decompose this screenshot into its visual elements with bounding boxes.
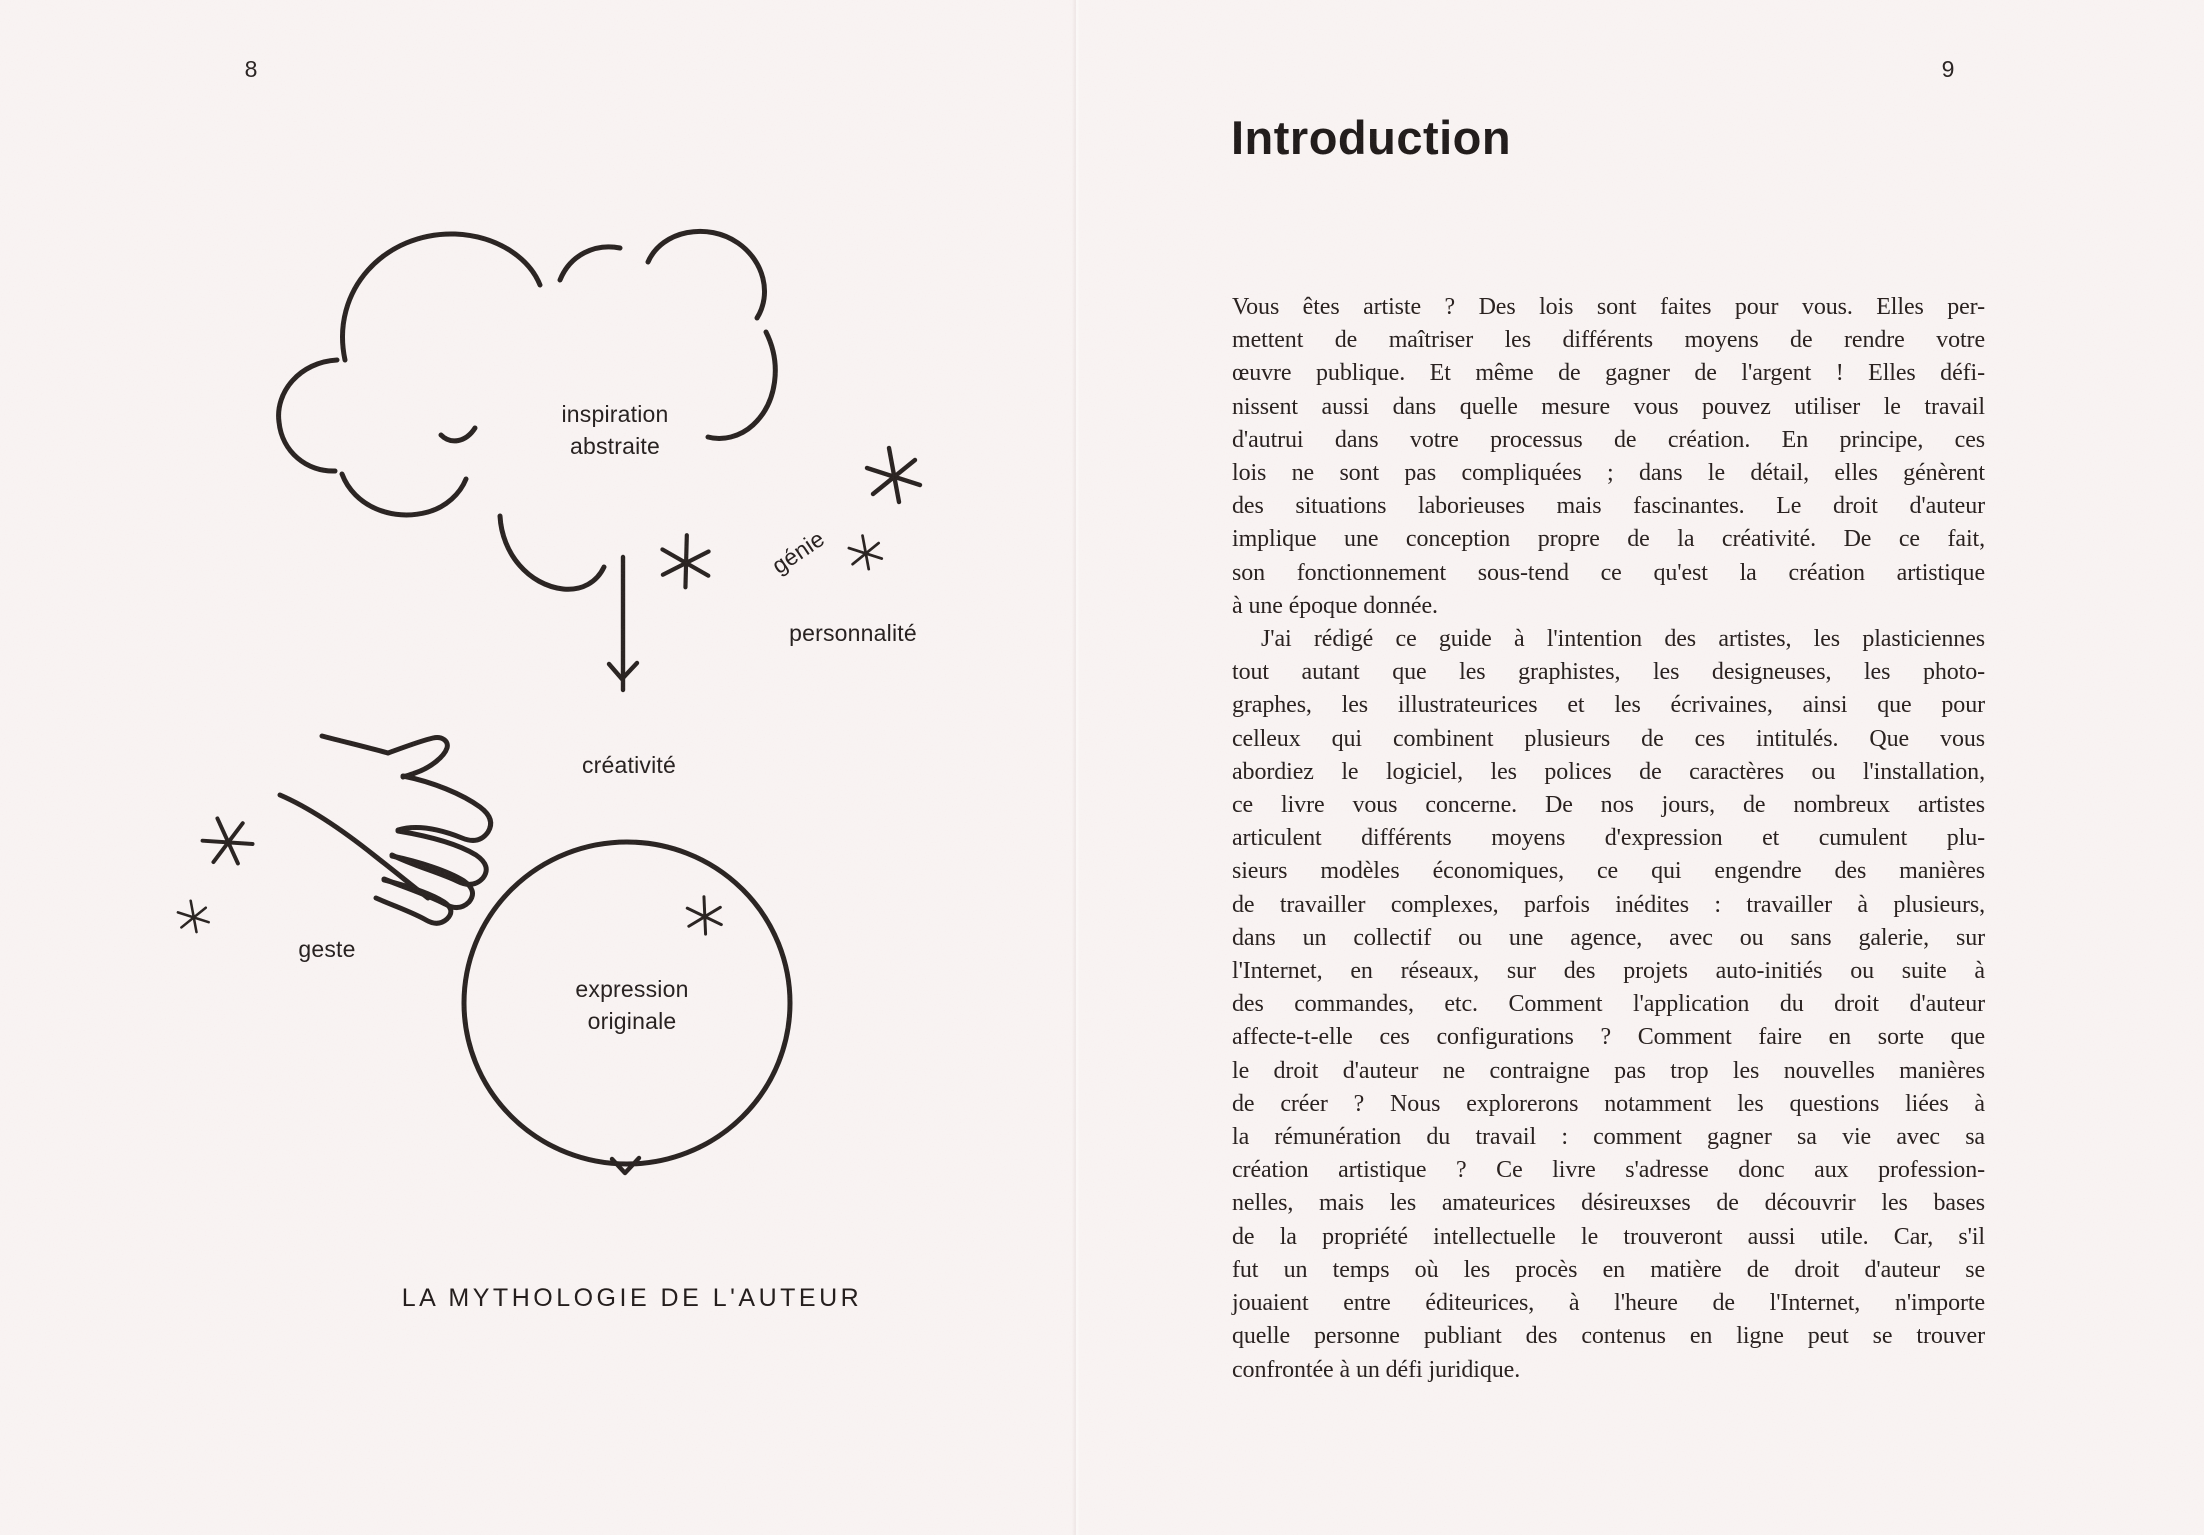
text-line: l'Internet, en réseaux, sur des projets auto-initiés ou suite à <box>1232 958 1985 985</box>
hand-finger <box>376 880 451 923</box>
text-line: confrontée à un défi juridique. <box>1232 1356 1521 1383</box>
text-line: mettent de maîtriser les différents moyens de rendre votre <box>1232 327 1985 354</box>
text-line: fut un temps où les procès en matière de droit d'auteur se <box>1232 1256 1985 1283</box>
hand-sketch <box>280 736 491 923</box>
text-line: nelles, mais les amateurices désireuxses de découvrir les bases <box>1232 1190 1985 1217</box>
star-icon <box>178 901 209 932</box>
label-abstraite: abstraite <box>569 433 661 459</box>
text-line: œuvre publique. Et même de gagner de l'argent ! Elles défi- <box>1232 360 1985 387</box>
chapter-title: Introduction <box>1231 111 1512 164</box>
cloud-stroke <box>500 516 604 589</box>
cloud-stroke <box>441 428 475 441</box>
star-icon <box>849 536 882 569</box>
text-line: affecte-t-elle ces configurations ? Comment faire en sorte que <box>1232 1024 1985 1051</box>
body-text <box>1232 291 1985 1387</box>
cloud-stroke <box>342 474 466 515</box>
label-geste: geste <box>298 936 356 962</box>
text-line: de la propriété intellectuelle le trouveront aussi utile. Car, s'il <box>1232 1223 1985 1250</box>
text-line: la rémunération du travail : comment gagner sa vie avec sa <box>1232 1124 1985 1151</box>
text-line: sieurs modèles économiques, ce qui engendre des manières <box>1232 858 1985 885</box>
text-line: d'autrui dans votre processus de création. En principe, ces <box>1232 426 1985 453</box>
label-genie: génie <box>766 525 830 579</box>
hand-stroke <box>388 738 447 777</box>
cloud-stroke <box>648 231 765 318</box>
text-line: celleux qui combinent plusieurs de ces intitulés. Que vous <box>1232 725 1985 752</box>
text-line: tout autant que les graphistes, les designeuses, les photo- <box>1232 659 1985 686</box>
label-inspiration: inspiration <box>561 401 669 427</box>
text-line: dans un collectif ou une agence, avec ou sans galerie, sur <box>1232 924 1985 951</box>
label-expression: expression <box>575 976 689 1002</box>
text-line: abordiez le logiciel, les polices de caractères ou l'installation, <box>1232 758 1985 785</box>
star-icon <box>684 895 725 936</box>
text-line: de travailler complexes, parfois inédites : travailler à plusieurs, <box>1232 891 1985 918</box>
text-line: quelle personne publiant des contenus en ligne peut se trouver <box>1232 1323 1985 1350</box>
text-line: à une époque donnée. <box>1232 592 1438 619</box>
text-line: des situations laborieuses mais fascinantes. Le droit d'auteur <box>1232 493 1985 520</box>
label-originale: originale <box>587 1008 677 1034</box>
cloud-sketch <box>279 231 776 589</box>
text-line: création artistique ? Ce livre s'adresse donc aux profession- <box>1232 1157 1985 1184</box>
text-line: de créer ? Nous explorerons notamment les questions liées à <box>1232 1090 1985 1117</box>
page-number-right: 9 <box>1941 56 1955 82</box>
text-line: lois ne sont pas compliquées ; dans le détail, elles génèrent <box>1232 460 1985 487</box>
cloud-stroke <box>343 234 540 360</box>
text-line: Vous êtes artiste ? Des lois sont faites pour vous. Elles per- <box>1232 294 1985 320</box>
cloud-stroke <box>560 247 620 280</box>
star-icon <box>867 448 920 502</box>
star-icon <box>198 812 256 871</box>
text-line: son fonctionnement sous-tend ce qu'est la création artistique <box>1232 559 1985 586</box>
diagram-caption: LA MYTHOLOGIE DE L'AUTEUR <box>401 1284 863 1312</box>
paragraph <box>1232 291 1985 623</box>
text-line: implique une conception propre de la créativité. De ce fait, <box>1232 526 1985 553</box>
text-line: le droit d'auteur ne contraigne pas trop les nouvelles manières <box>1232 1057 1985 1084</box>
text-line: graphes, les illustrateurices et les écrivaines, ainsi que pour <box>1232 692 1985 719</box>
hand-finger <box>398 776 491 840</box>
text-line: des commandes, etc. Comment l'application du droit d'auteur <box>1232 991 1985 1018</box>
hand-stroke <box>322 736 388 753</box>
label-personnalite: personnalité <box>789 620 917 646</box>
label-creativite: créativité <box>581 752 677 778</box>
text-line: jouaient entre éditeurices, à l'heure de l'Internet, n'importe <box>1232 1290 1985 1317</box>
hand-stroke <box>280 795 428 898</box>
cloud-stroke <box>279 360 337 471</box>
paragraph <box>1232 623 1985 1387</box>
down-arrow-icon <box>609 557 637 690</box>
circle-stroke <box>464 842 790 1164</box>
text-line: articulent différents moyens d'expression et cumulent plu- <box>1232 825 1985 852</box>
page-number-left: 8 <box>244 56 258 82</box>
text-line: ce livre vous concerne. De nos jours, de nombreux artistes <box>1232 792 1985 819</box>
text-line: nissent aussi dans quelle mesure vous pouvez utiliser le travail <box>1232 393 1985 420</box>
star-icon <box>656 531 716 592</box>
text-line: J'ai rédigé ce guide à l'intention des artistes, les plasticiennes <box>1261 626 1985 653</box>
cloud-stroke <box>708 332 775 439</box>
